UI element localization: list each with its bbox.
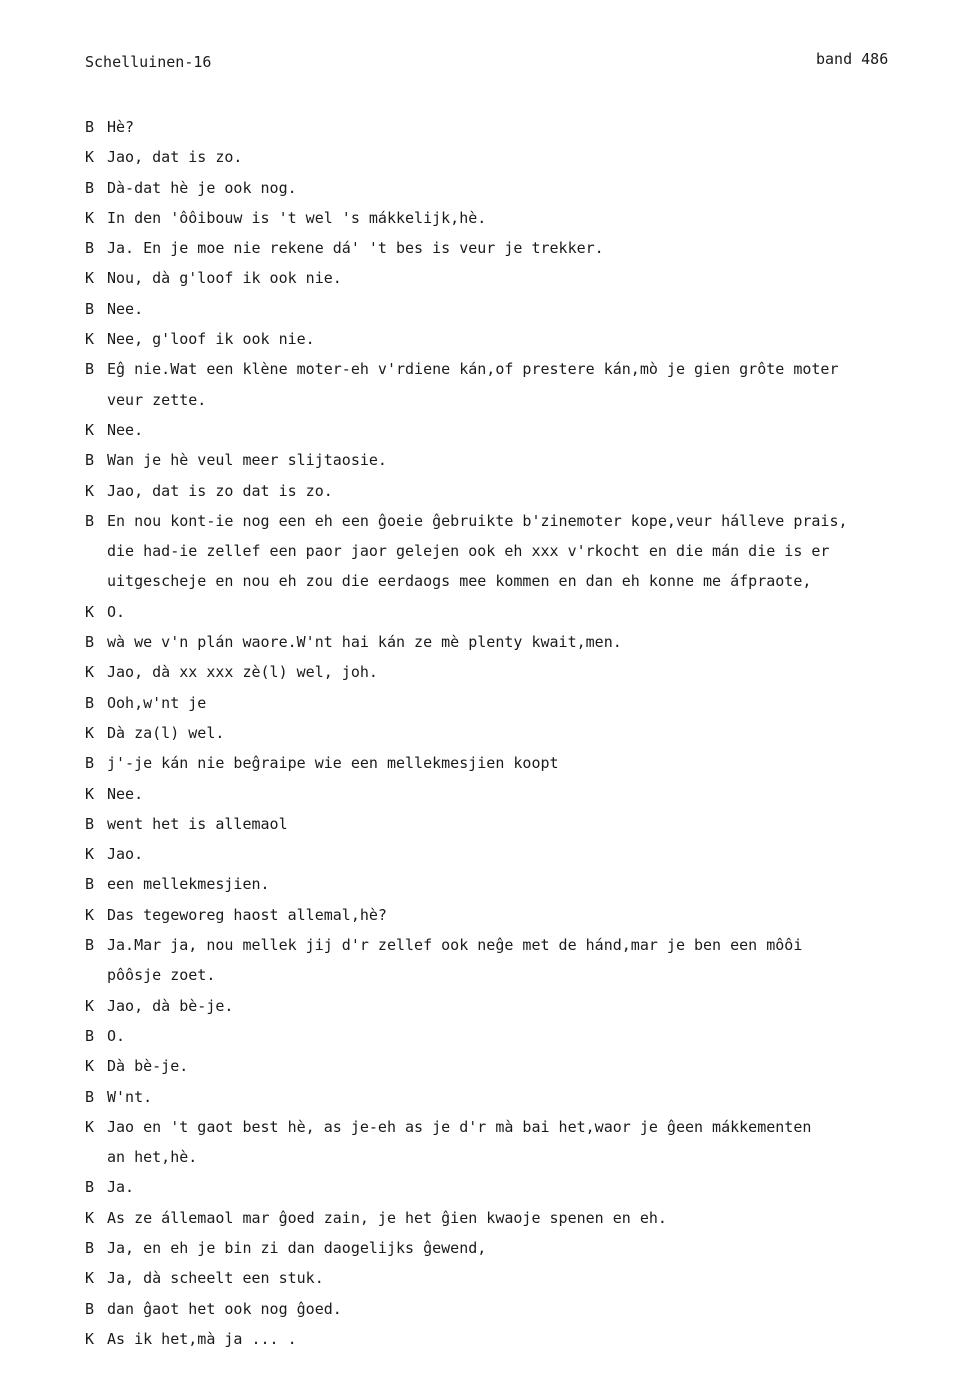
transcript-line <box>85 1176 975 1206</box>
transcript-line <box>85 1116 975 1146</box>
utterance-text: die had-ie zellef een paor jaor gelejen ook eh xxx v'rkocht en die mán die is er <box>107 542 830 561</box>
transcript-line <box>85 177 975 207</box>
page-header-left: Schelluinen-16 <box>85 53 212 71</box>
transcript-line <box>85 267 975 297</box>
utterance-text: Wan je hè veul meer slijtaosie. <box>107 451 387 470</box>
utterance-text: Jao, dà xx xxx zè(l) wel, joh. <box>107 663 378 682</box>
utterance-text: j'-je kán nie beĝraipe wie een mellekmesjien koopt <box>107 754 559 773</box>
utterance-text: veur zette. <box>107 390 207 409</box>
transcript-line <box>85 601 975 631</box>
utterance-text: Nee, g'loof ik ook nie. <box>107 330 315 349</box>
transcript-line <box>85 934 975 964</box>
utterance-text: wà we v'n plán waore.W'nt hai kán ze mè plenty kwait,men. <box>107 633 622 652</box>
utterance-text: Jao en 't gaot best hè, as je-eh as je d'r mà bai het,waor je ĝeen mákkementen <box>107 1117 812 1136</box>
utterance-text: Eĝ nie.Wat een klène moter-eh v'rdiene kán,of prestere kán,mò je gien grôte moter <box>107 360 839 379</box>
transcript-line <box>85 904 975 934</box>
speaker-label: K <box>85 602 95 621</box>
transcript-line <box>85 692 975 722</box>
speaker-label: B <box>85 360 95 379</box>
utterance-text: dan ĝaot het ook nog ĝoed. <box>107 1299 342 1318</box>
transcript-line <box>85 1055 975 1085</box>
utterance-text: As ze állemaol mar ĝoed zain, je het ĝien kwaoje spenen en eh. <box>107 1208 667 1227</box>
utterance-text: Jao, dà bè-je. <box>107 996 234 1015</box>
utterance-text: Ja, dà scheelt een stuk. <box>107 1269 324 1288</box>
transcript-line <box>85 783 975 813</box>
transcript-line <box>85 207 975 237</box>
speaker-label: B <box>85 1299 95 1318</box>
transcript-line <box>85 510 975 540</box>
transcript-line <box>85 995 975 1025</box>
transcript-line <box>85 1146 975 1176</box>
speaker-label: B <box>85 754 95 773</box>
speaker-label: K <box>85 269 95 288</box>
transcript-line <box>85 964 975 994</box>
speaker-label: B <box>85 814 95 833</box>
transcript-line <box>85 752 975 782</box>
speaker-label: B <box>85 1026 95 1045</box>
transcript-line <box>85 631 975 661</box>
transcript-line <box>85 449 975 479</box>
transcript-line <box>85 389 975 419</box>
speaker-label: B <box>85 451 95 470</box>
speaker-label: B <box>85 239 95 258</box>
speaker-label: B <box>85 936 95 955</box>
transcript-line <box>85 1025 975 1055</box>
speaker-label: K <box>85 420 95 439</box>
speaker-label: B <box>85 633 95 652</box>
transcript-line <box>85 540 975 570</box>
speaker-label: B <box>85 1087 95 1106</box>
utterance-text: pôôsje zoet. <box>107 966 216 985</box>
utterance-text: een mellekmesjien. <box>107 875 270 894</box>
transcript-line <box>85 1086 975 1116</box>
transcript-line <box>85 1328 975 1358</box>
transcript-line <box>85 1237 975 1267</box>
speaker-label: B <box>85 1178 95 1197</box>
utterance-text: Dà-dat hè je ook nog. <box>107 178 297 197</box>
speaker-label: K <box>85 1208 95 1227</box>
speaker-label: K <box>85 1117 95 1136</box>
transcript-line <box>85 570 975 600</box>
utterance-text: Dà za(l) wel. <box>107 723 225 742</box>
speaker-label: K <box>85 330 95 349</box>
utterance-text: Jao, dat is zo. <box>107 148 243 167</box>
speaker-label: K <box>85 845 95 864</box>
utterance-text: an het,hè. <box>107 1148 198 1167</box>
speaker-label: K <box>85 1057 95 1076</box>
utterance-text: Dà bè-je. <box>107 1057 189 1076</box>
transcript-line <box>85 146 975 176</box>
transcript-line <box>85 1207 975 1237</box>
transcript-line <box>85 328 975 358</box>
transcript-line <box>85 1298 975 1328</box>
utterance-text: went het is allemaol <box>107 814 288 833</box>
transcript-line <box>85 237 975 267</box>
utterance-text: Ja, en eh je bin zi dan daogelijks ĝewend, <box>107 1238 487 1257</box>
utterance-text: Nou, dà g'loof ik ook nie. <box>107 269 342 288</box>
speaker-label: B <box>85 178 95 197</box>
speaker-label: K <box>85 996 95 1015</box>
utterance-text: Das tegeworeg haost allemal,hè? <box>107 905 387 924</box>
transcript-line <box>85 661 975 691</box>
utterance-text: En nou kont-ie nog een eh een ĝoeie ĝebruikte b'zinemoter kope,veur hálleve prais, <box>107 511 848 530</box>
utterance-text: As ik het,mà ja ... . <box>107 1329 297 1348</box>
speaker-label: K <box>85 148 95 167</box>
speaker-label: K <box>85 663 95 682</box>
transcript-line <box>85 873 975 903</box>
transcript-line <box>85 722 975 752</box>
utterance-text: W'nt. <box>107 1087 153 1106</box>
utterance-text: Ooh,w'nt je <box>107 693 207 712</box>
speaker-label: K <box>85 481 95 500</box>
speaker-label: B <box>85 1238 95 1257</box>
utterance-text: Nee. <box>107 784 144 803</box>
utterance-text: uitgescheje en nou eh zou die eerdaogs mee kommen en dan eh konne me áfpraote, <box>107 572 812 591</box>
transcript-line <box>85 480 975 510</box>
speaker-label: K <box>85 1329 95 1348</box>
utterance-text: In den 'ôôibouw is 't wel 's mákkelijk,hè. <box>107 208 487 227</box>
transcript-line <box>85 843 975 873</box>
utterance-text: Jao. <box>107 845 144 864</box>
utterance-text: O. <box>107 602 126 621</box>
transcript-line <box>85 1267 975 1297</box>
transcript-line <box>85 419 975 449</box>
speaker-label: K <box>85 905 95 924</box>
speaker-label: K <box>85 1269 95 1288</box>
speaker-label: B <box>85 875 95 894</box>
transcript-line <box>85 298 975 328</box>
page-header-right: band 486 <box>816 50 889 68</box>
transcript-line <box>85 358 975 388</box>
speaker-label: B <box>85 511 95 530</box>
utterance-text: Hè? <box>107 118 135 136</box>
utterance-text: Jao, dat is zo dat is zo. <box>107 481 333 500</box>
utterance-text: Nee. <box>107 299 144 318</box>
transcript-line <box>85 116 975 146</box>
utterance-text: Ja.Mar ja, nou mellek jij d'r zellef ook neĝe met de hánd,mar je ben een môôi <box>107 936 803 955</box>
utterance-text: Ja. En je moe nie rekene dá' 't bes is veur je trekker. <box>107 239 604 258</box>
speaker-label: K <box>85 784 95 803</box>
transcript <box>85 116 975 1358</box>
utterance-text: Ja. <box>107 1178 135 1197</box>
utterance-text: Nee. <box>107 420 144 439</box>
speaker-label: B <box>85 118 95 136</box>
speaker-label: B <box>85 299 95 318</box>
speaker-label: K <box>85 208 95 227</box>
utterance-text: O. <box>107 1026 126 1045</box>
speaker-label: K <box>85 723 95 742</box>
transcript-line <box>85 813 975 843</box>
speaker-label: B <box>85 693 95 712</box>
